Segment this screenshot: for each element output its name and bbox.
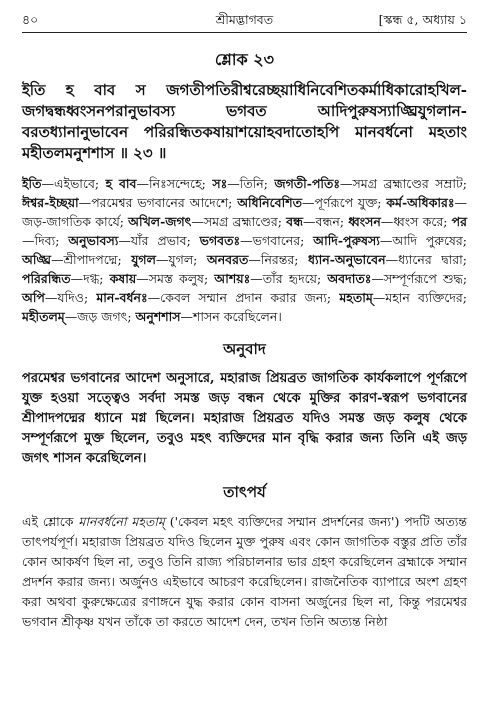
synonym-word: অপি <box>22 290 45 305</box>
synonym-meaning: নিরন্তর <box>260 252 295 267</box>
synonym-word: ইতি <box>22 176 42 191</box>
synonym-word: পর <box>451 214 467 229</box>
synonym-meaning: কেবল সম্মান প্রদান করার জন্য <box>160 290 327 305</box>
synonym-word: অখিল-জগৎ <box>128 214 192 229</box>
synonym-meaning: শাসন করেছিলেন। <box>193 309 282 324</box>
synonym-meaning: শ্রীপাদপদ্মে <box>63 252 118 267</box>
synonym-word: আশয়ঃ <box>214 271 251 286</box>
page-header <box>22 8 467 33</box>
synonym-word: সঃ <box>212 176 228 191</box>
synonym-word: মান-বর্ধনঃ <box>96 290 148 305</box>
synonym-meaning: পূর্ণরূপে যুক্ত <box>314 195 378 210</box>
synonym-word: ভগবতঃ <box>199 233 241 248</box>
synonym-meaning: সম্পূর্ণরূপে শুদ্ধ <box>383 271 463 286</box>
synonym-word: ঈশ্বর-ইচ্ছয়া <box>22 195 79 210</box>
synonym-word: আদি-পুরুষস্য <box>313 233 380 248</box>
synonym-word: অবদাতঃ <box>327 271 372 286</box>
synonym-word: জগতী-পতিঃ <box>274 176 341 191</box>
purport-body: ('কেবল মহৎ ব্যক্তিদের সম্মান প্রদর্শনের জন্য') পদটি অত্যন্ত তাৎপর্যপূর্ণ। মহারাজ প্রিয়ব্রত যদিও ছিলেন মুক্ত পুরুষ এবং কোন জাগতিক বস্তুর প্রতি তাঁর কোন আকর্ষণ ছিল না, তবুও তিনি রাজ্য পরিচালনার ভার গ্রহণ করেছিলেন ব্রহ্মাকে সম্মান প্রদর্শন করার জন্য। অর্জুনও এইভাবে আচরণ করেছিলেন। রাজনৈতিক ব্যাপারে অংশ গ্রহণ করা অথবা কুরুক্ষেত্রের রণাঙ্গনে যুদ্ধ করার কোন বাসনা অর্জুনের ছিল না, কিন্তু পরমেশ্বর ভগবান শ্রীকৃষ্ণ যখন তাঁকে তা করতে আদেশ দেন, তখন তিনি অত্যন্ত নিষ্ঠা <box>22 514 467 629</box>
synonym-word: অঙ্ঘ্রি <box>22 252 52 267</box>
translation-text: পরমেশ্বর ভগবানের আদেশ অনুসারে, মহারাজ প্রিয়ব্রত জাগতিক কার্যকলাপে পূর্ণরূপে যুক্ত হওয়া সত্ত্বেও সর্বদা সমস্ত জড় বন্ধন থেকে মুক্তির কারণ-স্বরূপ ভগবানের শ্রীপাদপদ্মের ধ্যানে মগ্ন ছিলেন। মহারাজ প্রিয়ব্রত যদিও সমস্ত জড় কলুষ থেকে সম্পূর্ণরূপে মুক্ত ছিলেন, তবুও মহৎ ব্যক্তিদের মান বৃদ্ধি করার জন্য তিনি এই জড় জগৎ শাসন করেছিলেন। <box>22 371 467 466</box>
synonym-word: ধ্বংসন <box>348 214 381 229</box>
synonym-meaning: যাঁর প্রভাব <box>130 233 187 248</box>
synonym-word: হ বাব <box>105 176 137 191</box>
synonym-word: পরিরন্ধিত <box>22 271 71 286</box>
synonym-meaning: ধ্যানের দ্বারা <box>398 252 463 267</box>
synonym-word: যুগল <box>131 252 156 267</box>
synonym-word: অনুশশাস <box>135 309 181 324</box>
synonym-word: অনুভাবস্য <box>68 233 119 248</box>
synonym-word: মহীতলম্ <box>22 309 65 324</box>
synonym-meaning: এইভাবে <box>53 176 95 191</box>
synonym-meaning: জড় জগৎ <box>77 309 128 324</box>
synonym-meaning: জড়-জাগতিক কার্যে <box>22 214 120 229</box>
page-number: ৪০ <box>22 12 39 27</box>
verse-text: ইতি হ বাব স জগতীপতিরীশ্বরেচ্ছয়াধিনিবেশিতকর্মাধিকারোহখিল-জগদ্বন্ধধ্বংসনপরানুভাবস্য ভগবত আদিপুরুষস্যাঙ্ঘ্রিযুগলান-বরতধ্যানানুভাবেন পরিরন্ধিতকষায়াশয়োহবদাতোহপি মানবর্ধনো মহতাং মহীতলমনুশশাস ॥ ২৩ ॥ <box>22 81 467 162</box>
synonym-meaning: সমগ্র ব্রহ্মাণ্ডের <box>203 214 278 229</box>
synonym-meaning: বন্ধন <box>315 214 340 229</box>
synonym-meaning: পরমেশ্বর ভগবানের আদেশে <box>91 195 229 210</box>
purport-heading: তাৎপর্য <box>223 483 266 501</box>
verse-title: শ্লোক ২৩ <box>214 50 275 69</box>
synonyms-paragraph: ইতি—এইভাবে; হ বাব—নিঃসন্দেহে; সঃ—তিনি; জগতী-পতিঃ—সমগ্র ব্রহ্মাণ্ডের সম্রাট; ঈশ্বর-ইচ্ছয়া—পরমেশ্বর ভগবানের আদেশে; অধিনিবেশিত—পূর্ণরূপে যুক্ত; কর্ম-অধিকারঃ—জড়-জাগতিক কার্যে; অখিল-জগৎ—সমগ্র ব্রহ্মাণ্ডের; বন্ধ—বন্ধন; ধ্বংসন—ধ্বংস করে; পর—দিব্য; অনুভাবস্য—যাঁর প্রভাব; ভগবতঃ—ভগবানের; আদি-পুরুষস্য—আদি পুরুষের; অঙ্ঘ্রি—শ্রীপাদপদ্মে; যুগল—যুগল; অনবরত—নিরন্তর; ধ্যান-অনুভাবেন—ধ্যানের দ্বারা; পরিরন্ধিত—দগ্ধ; কষায়—সমস্ত কলুষ; আশয়ঃ—তাঁর হৃদয়ে; অবদাতঃ—সম্পূর্ণরূপে শুদ্ধ; অপি—যদিও; মান-বর্ধনঃ—কেবল সম্মান প্রদান করার জন্য; মহতাম্—মহান ব্যক্তিদের; মহীতলম্—জড় জগৎ; অনুশশাস—শাসন করেছিলেন। <box>22 176 468 324</box>
synonym-word: মহতাম্ <box>339 290 373 305</box>
synonym-meaning: নিঃসন্দেহে <box>149 176 202 191</box>
synonym-meaning: ধ্বংস করে <box>393 214 444 229</box>
synonym-meaning: যদিও <box>57 290 84 305</box>
synonym-word: ধ্যান-অনুভাবেন <box>308 252 386 267</box>
synonym-word: কর্ম-অধিকারঃ <box>386 195 455 210</box>
synonym-word: অনবরত <box>206 252 249 267</box>
purport-text <box>22 512 467 632</box>
synonym-meaning: যুগল <box>168 252 194 267</box>
synonym-word: অধিনিবেশিত <box>237 195 302 210</box>
translation-heading: অনুবাদ <box>223 340 266 358</box>
synonym-meaning: দিব্য <box>34 233 56 248</box>
synonym-meaning: মহান ব্যক্তিদের <box>385 290 463 305</box>
synonym-meaning: সমস্ত কলুষ <box>148 271 204 286</box>
section-reference: [স্কন্ধ ৫, অধ্যায় ১ <box>378 12 467 27</box>
synonym-meaning: আদি পুরুষের <box>392 233 463 248</box>
synonym-meaning: সমগ্র ব্রহ্মাণ্ডের সম্রাট <box>352 176 463 191</box>
synonym-meaning: তিনি <box>239 176 264 191</box>
book-title: শ্রীমদ্ভাগবত <box>215 12 274 27</box>
synonym-meaning: ভগবানের <box>252 233 301 248</box>
purport-lead: এই শ্লোকে <box>22 514 79 529</box>
synonym-word: বন্ধ <box>286 214 303 229</box>
synonym-meaning: দগ্ধ <box>83 271 100 286</box>
synonym-word: কষায় <box>109 271 137 286</box>
synonym-meaning: তাঁর হৃদয়ে <box>262 271 318 286</box>
purport-quote: মানবর্ধনো মহতাম্ <box>78 514 165 529</box>
